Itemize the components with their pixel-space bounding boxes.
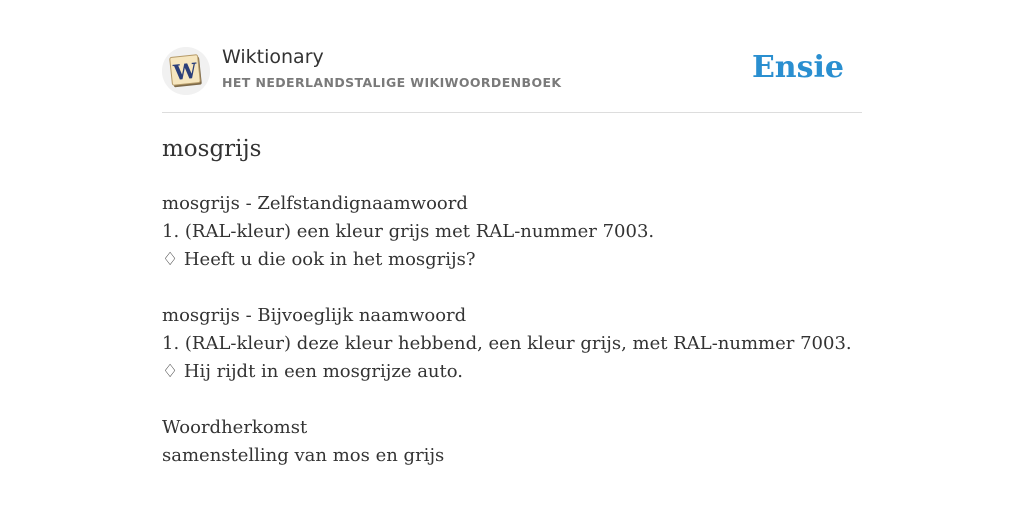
site-name[interactable]: Wiktionary [222,46,324,68]
wiktionary-logo-icon[interactable] [162,47,210,95]
ensie-brand-link[interactable]: Ensie [751,50,844,85]
logo-letter: W [172,57,199,86]
example-adjective: ♢ Hij rijdt in een mosgrijze auto. [162,361,463,382]
section-heading-noun: mosgrijs - Zelfstandignaamwoord [162,193,468,214]
section-heading-adjective: mosgrijs - Bijvoeglijk naamwoord [162,305,467,326]
spacer [162,386,852,414]
entry-content [162,190,852,470]
site-tagline: HET NEDERLANDSTALIGE WIKIWOORDENBOEK [222,75,562,90]
example-noun: ♢ Heeft u die ook in het mosgrijs? [162,249,476,270]
site-header [162,0,862,113]
definition-noun: 1. (RAL-kleur) een kleur grijs met RAL-nummer 7003. [162,221,655,242]
page-title: mosgrijs [162,136,262,162]
etymology-text: samenstelling van mos en grijs [162,445,445,466]
etymology-heading: Woordherkomst [162,417,308,438]
spacer [162,274,852,302]
definition-adjective: 1. (RAL-kleur) deze kleur hebbend, een kleur grijs, met RAL-nummer 7003. [162,333,852,354]
page [162,0,862,512]
